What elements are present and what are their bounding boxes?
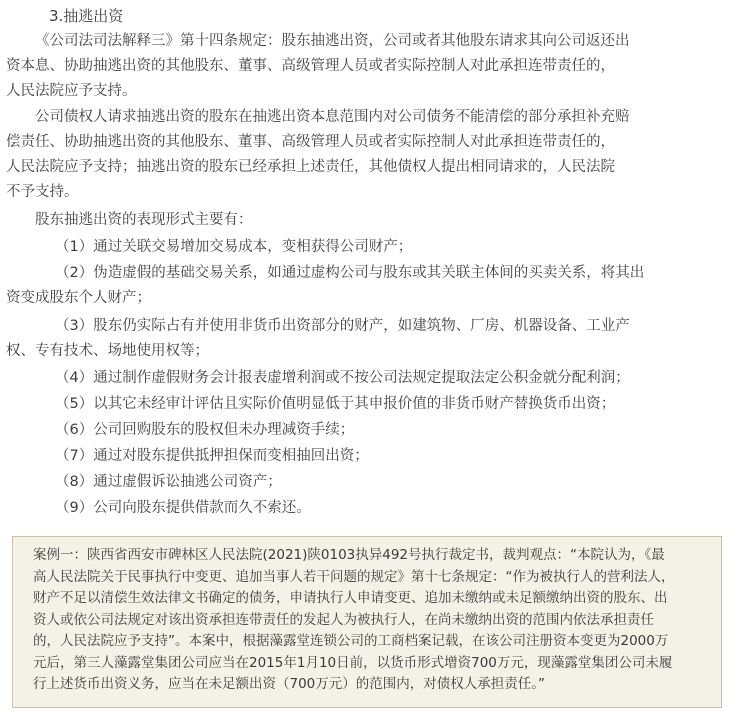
case-line: 元后，第三人藻露堂集团公司应当在2015年1月10日前，以货币形式增资700万元，现藻露堂集团公司未履 — [33, 654, 673, 671]
list-item-line: （2）伪造虚假的基础交易关系，如通过虚构公司与股东或其关联主体间的买卖关系，将其出 — [55, 265, 645, 281]
paragraph-line: 人民法院应予支持。 — [6, 83, 137, 99]
paragraph-line: 人民法院应予支持；抽逃出资的股东已经承担上述责任，其他债权人提出相同请求的，人民法院 — [6, 159, 615, 175]
list-item-line: （5）以其它未经审计评估且实际价值明显低于其申报价值的非货币财产替换货币出资； — [55, 396, 616, 412]
paragraph-forms-intro — [6, 208, 741, 233]
paragraph-creditor — [6, 105, 741, 205]
case-line: 行上述货币出资义务，应当在未足额出资（700万元）的范围内，对债权人承担责任。” — [33, 676, 546, 692]
case-example-text — [33, 545, 717, 696]
list-item-2 — [6, 261, 741, 311]
list-item-9 — [6, 496, 741, 521]
list-item-1 — [6, 235, 741, 260]
case-line: 案例一：陕西省西安市碑林区人民法院(2021)陕0103执异492号执行裁定书，裁判观点：“本院认为，《最 — [33, 547, 665, 563]
list-item-line: （9）公司向股东提供借款而久不索还。 — [55, 500, 311, 516]
list-item-5 — [6, 392, 741, 417]
paragraph-line: 《公司法司法解释三》第十四条规定：股东抽逃出资，公司或者其他股东请求其向公司返还出 — [35, 33, 630, 49]
list-item-3 — [6, 314, 741, 364]
case-example-box — [12, 536, 722, 708]
list-item-6 — [6, 418, 741, 443]
list-item-line: （7）通过对股东提供抵押担保而变相抽回出资； — [55, 448, 369, 464]
list-item-line: （1）通过关联交易增加交易成本，变相获得公司财产； — [55, 239, 413, 255]
case-line: 财产不足以清偿生效法律文书确定的债务，申请执行人申请变更、追加未缴纳或未足额缴纳出资的股东、出 — [33, 590, 668, 606]
list-item-line: 权、专有技术、场地使用权等； — [6, 343, 209, 359]
paragraph-line: 偿责任、协助抽逃出资的其他股东、董事、高级管理人员或者实际控制人对此承担连带责任的， — [6, 134, 615, 150]
case-line: 的，人民法院应予支持”。本案中，根据藻露堂连锁公司的工商档案记载，在该公司注册资本变更为2000万 — [33, 633, 669, 649]
list-item-line: （4）通过制作虚假财务会计报表虚增利润或不按公司法规定提取法定公积金就分配利润； — [55, 370, 630, 386]
list-item-8 — [6, 470, 741, 495]
paragraph-line: 公司债权人请求抽逃出资的股东在抽逃出资本息范围内对公司债务不能清偿的部分承担补充赔 — [35, 109, 630, 125]
list-item-7 — [6, 444, 741, 469]
case-line: 高人民法院关于民事执行中变更、追加当事人若干问题的规定》第十七条规定：“作为被执行人的营利法人， — [33, 568, 675, 585]
paragraph-line: 不予支持。 — [6, 184, 79, 200]
list-item-line: 资变成股东个人财产； — [6, 290, 151, 306]
list-item-line: （3）股东仍实际占有并使用非货币出资部分的财产，如建筑物、厂房、机器设备、工业产 — [55, 318, 630, 334]
case-line: 资人或依公司法规定对该出资承担连带责任的发起人为被执行人，在尚未缴纳出资的范围内依法承担责任 — [33, 611, 654, 628]
list-item-4 — [6, 366, 741, 391]
paragraph-line: 股东抽逃出资的表现形式主要有： — [35, 212, 253, 228]
list-item-line: （8）通过虚假诉讼抽逃公司资产； — [55, 474, 282, 490]
paragraph-line: 资本息、协助抽逃出资的其他股东、董事、高级管理人员或者实际控制人对此承担连带责任的， — [6, 58, 615, 74]
list-item-line: （6）公司回购股东的股权但未办理减资手续； — [55, 422, 355, 438]
paragraph-article-14 — [6, 29, 741, 104]
section-heading: 3.抽逃出资 — [49, 7, 124, 25]
